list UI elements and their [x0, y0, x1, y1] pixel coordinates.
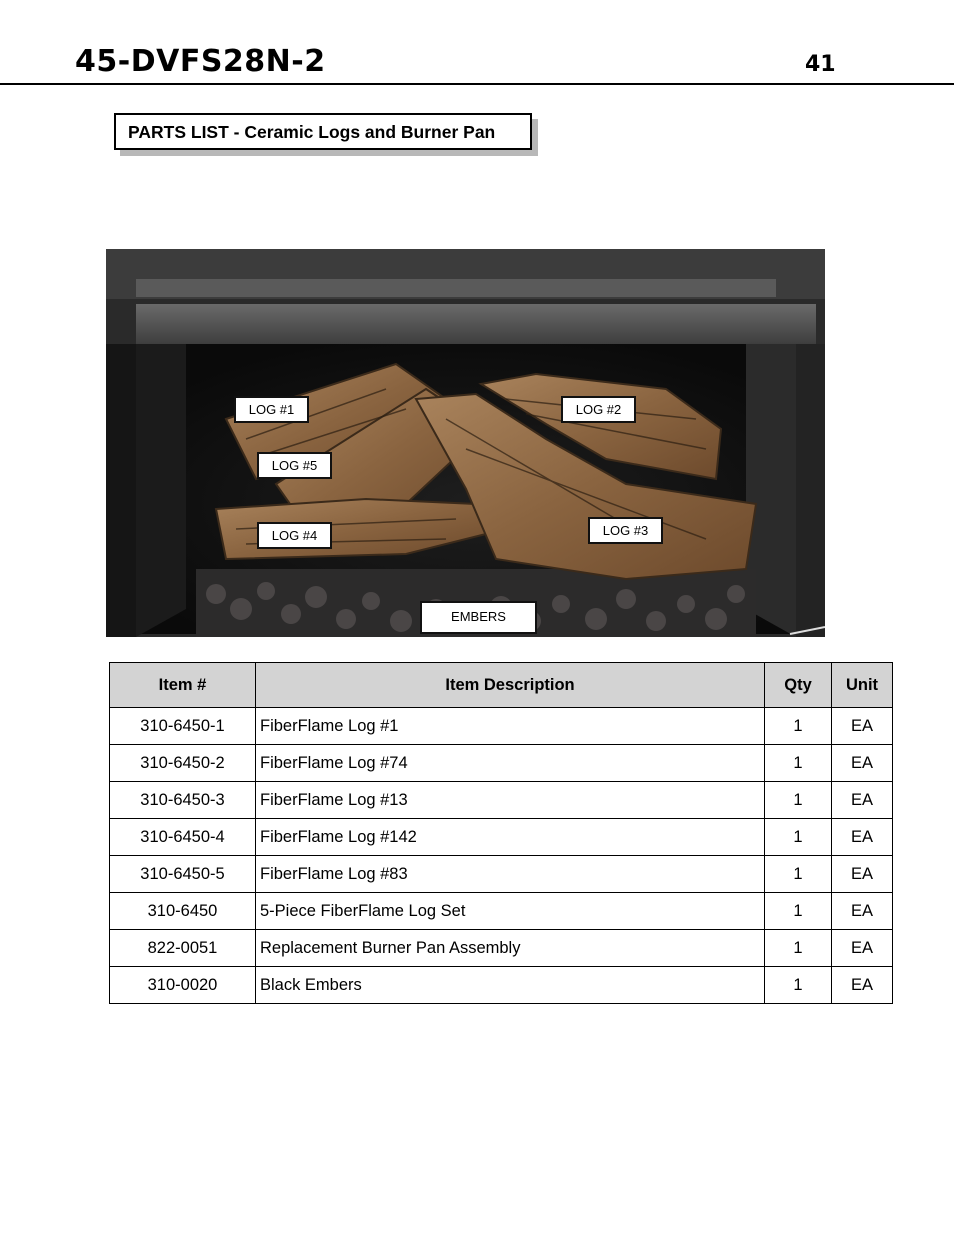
- parts-table: [109, 662, 893, 1004]
- item-number-cell: 310-6450-1: [110, 708, 256, 745]
- table-row: [110, 708, 893, 745]
- unit-cell: EA: [832, 782, 893, 819]
- item-number-cell: 310-6450-5: [110, 856, 256, 893]
- item-number-cell: 310-6450-4: [110, 819, 256, 856]
- unit-cell: EA: [832, 856, 893, 893]
- unit-cell: EA: [832, 893, 893, 930]
- callout-log-4: LOG #4: [257, 522, 332, 549]
- qty-cell: 1: [765, 745, 832, 782]
- callout-embers: EMBERS: [420, 601, 537, 634]
- item-number-cell: 310-6450: [110, 893, 256, 930]
- item-description-cell: FiberFlame Log #83: [256, 856, 765, 893]
- table-row: [110, 819, 893, 856]
- item-description-cell: FiberFlame Log #74: [256, 745, 765, 782]
- table-row: [110, 930, 893, 967]
- document-title: 45-DVFS28N-2: [75, 44, 326, 79]
- header-item-description: Item Description: [256, 663, 765, 708]
- header-qty: Qty: [765, 663, 832, 708]
- unit-cell: EA: [832, 819, 893, 856]
- qty-cell: 1: [765, 708, 832, 745]
- header-rule: [0, 83, 954, 85]
- fireplace-log-photo: [106, 249, 825, 637]
- item-description-cell: FiberFlame Log #1: [256, 708, 765, 745]
- callout-log-1: LOG #1: [234, 396, 309, 423]
- item-number-cell: 310-0020: [110, 967, 256, 1004]
- unit-cell: EA: [832, 708, 893, 745]
- section-title: PARTS LIST - Ceramic Logs and Burner Pan: [128, 122, 496, 142]
- callout-log-2: LOG #2: [561, 396, 636, 423]
- table-row: [110, 745, 893, 782]
- page-number: 41: [805, 52, 836, 77]
- table-row: [110, 856, 893, 893]
- item-description-cell: 5-Piece FiberFlame Log Set: [256, 893, 765, 930]
- item-description-cell: FiberFlame Log #142: [256, 819, 765, 856]
- section-title-box: [114, 113, 532, 150]
- item-description-cell: FiberFlame Log #13: [256, 782, 765, 819]
- qty-cell: 1: [765, 782, 832, 819]
- unit-cell: EA: [832, 745, 893, 782]
- table-row: [110, 782, 893, 819]
- header-unit: Unit: [832, 663, 893, 708]
- item-number-cell: 822-0051: [110, 930, 256, 967]
- qty-cell: 1: [765, 930, 832, 967]
- qty-cell: 1: [765, 967, 832, 1004]
- qty-cell: 1: [765, 856, 832, 893]
- unit-cell: EA: [832, 967, 893, 1004]
- item-description-cell: Black Embers: [256, 967, 765, 1004]
- table-row: [110, 893, 893, 930]
- callout-log-3: LOG #3: [588, 517, 663, 544]
- table-header-row: [110, 663, 893, 708]
- qty-cell: 1: [765, 893, 832, 930]
- item-number-cell: 310-6450-3: [110, 782, 256, 819]
- unit-cell: EA: [832, 930, 893, 967]
- callout-log-5: LOG #5: [257, 452, 332, 479]
- table-row: [110, 967, 893, 1004]
- item-description-cell: Replacement Burner Pan Assembly: [256, 930, 765, 967]
- header-item-number: Item #: [110, 663, 256, 708]
- qty-cell: 1: [765, 819, 832, 856]
- item-number-cell: 310-6450-2: [110, 745, 256, 782]
